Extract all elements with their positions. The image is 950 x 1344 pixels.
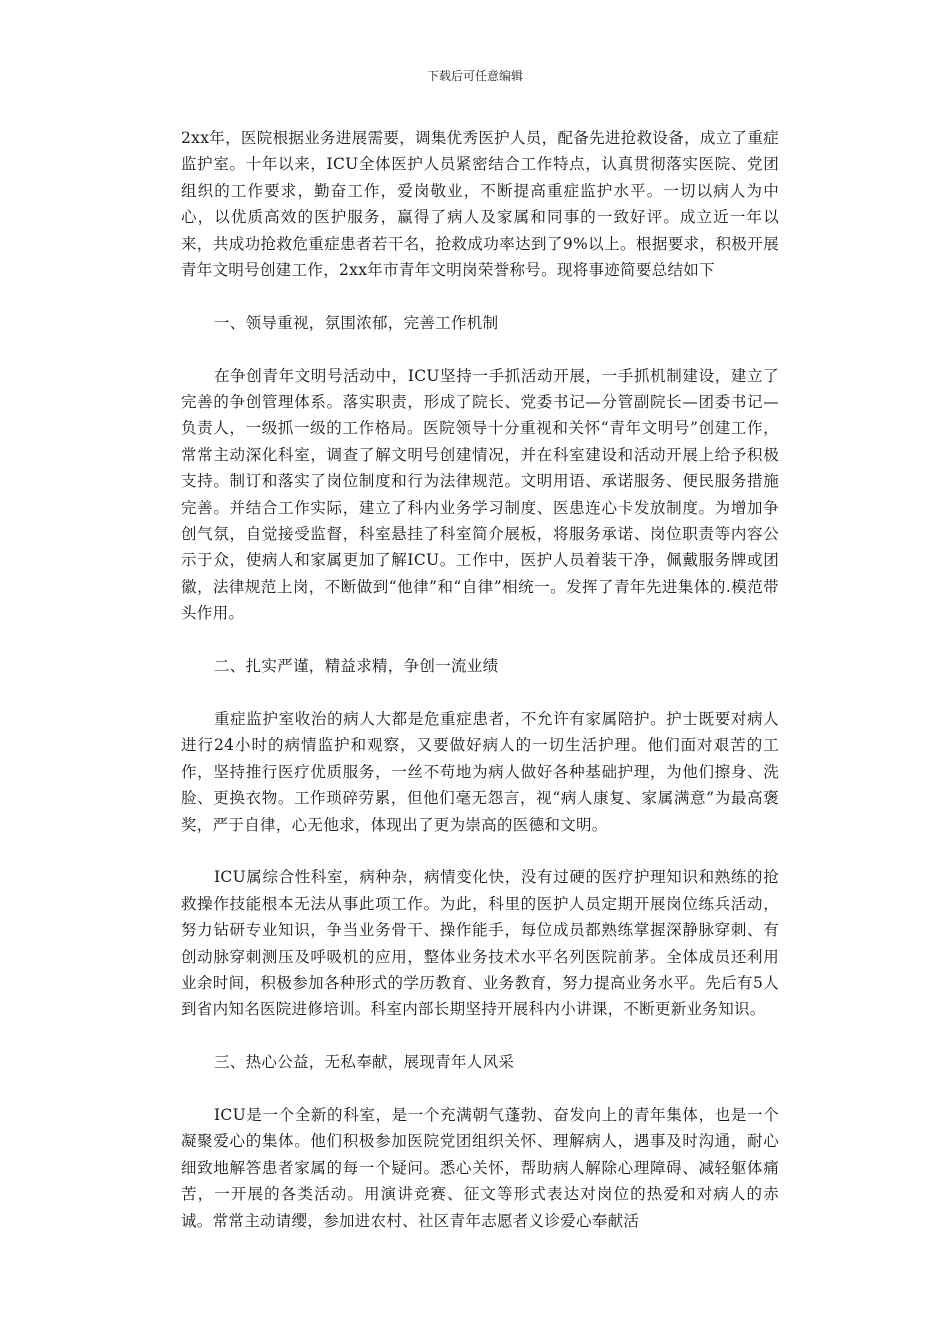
- paragraph-spacer: [181, 1023, 779, 1049]
- paragraph-spacer: [181, 283, 779, 309]
- section-2-paragraph-1: 重症监护室收治的病人大都是危重症患者，不允许有家属陪护。护士既要对病人进行24小时的病情监护和观察，又要做好病人的一切生活护理。他们面对艰苦的工作，坚持推行医疗优质服务，一丝不苟地为病人做好各种基础护理，为他们擦身、洗脸、更换衣物。工作琐碎劳累，但他们毫无怨言，视“病人康复、家属满意”为最高褒奖，严于自律，心无他求，体现出了更为崇高的医德和文明。: [181, 709, 779, 834]
- paragraph-spacer: [181, 627, 779, 653]
- section-2-heading: 二、扎实严谨，精益求精，争创一流业绩: [214, 657, 499, 676]
- paragraph-spacer: [181, 1076, 779, 1102]
- section-3-heading: 三、热心公益，无私奉献，展现青年人风采: [214, 1053, 515, 1072]
- section-2-paragraph-2: ICU属综合性科室，病种杂，病情变化快，没有过硬的医疗护理知识和熟练的抢救操作技能根本无法从事此项工作。为此，科里的医护人员定期开展岗位练兵活动，努力钻研专业知识，争当业务骨干、操作能手，每位成员都熟练掌握深静脉穿刺、有创动脉穿刺测压及呼吸机的应用，整体业务技术水平名列医院前茅。全体成员还利用业余时间，积极参加各种形式的学历教育、业务教育，努力提高业务水平。先后有5人到省内知名医院进修培训。科室内部长期坚持开展科内小讲课，不断更新业务知识。: [181, 868, 779, 1019]
- section-3-paragraph-1: ICU是一个全新的科室，是一个充满朝气蓬勃、奋发向上的青年集体，也是一个凝聚爱心的集体。他们积极参加医院党团组织关怀、理解病人，遇事及时沟通，耐心细致地解答患者家属的每一个疑问。悉心关怀，帮助病人解除心理障碍、减轻躯体痛苦，一开展的各类活动。用演讲竞赛、征文等形式表达对岗位的热爱和对病人的赤诚。常常主动请缨，参加进农村、社区青年志愿者义诊爱心奉献活: [181, 1105, 779, 1230]
- section-1-paragraph-1: 在争创青年文明号活动中，ICU坚持一手抓活动开展，一手抓机制建设，建立了完善的争创管理体系。落实职责，形成了院长、党委书记—分管副院长—团委书记—负责人，一级抓一级的工作格局。医院领导十分重视和关怀“青年文明号”创建工作，常常主动深化科室，调查了解文明号创建情况，并在科室建设和活动开展上给予积极支持。制订和落实了岗位制度和行为法律规范。文明用语、承诺服务、便民服务措施完善。并结合工作实际，建立了科内业务学习制度、医患连心卡发放制度。为增加争创气氛，自觉接受监督，科室悬挂了科室简介展板，将服务承诺、岗位职责等内容公示于众，使病人和家属更加了解ICU。工作中，医护人员着装干净，佩戴服务牌或团徽，法律规范上岗，不断做到“他律”和“自律”相统一。发挥了青年先进集体的.模范带头作用。: [181, 366, 779, 623]
- section-1-heading: 一、领导重视，氛围浓郁，完善工作机制: [214, 313, 499, 332]
- paragraph-spacer: [181, 679, 779, 705]
- intro-paragraph: 2xx年，医院根据业务进展需要，调集优秀医护人员，配备先进抢救设备，成立了重症监护室。十年以来，ICU全体医护人员紧密结合工作特点，认真贯彻落实医院、党团组织的工作要求，勤奋工作，爱岗敬业，不断提高重症监护水平。一切以病人为中心，以优质高效的医护服务，赢得了病人及家属和同事的一致好评。成立近一年以来，共成功抢救危重症患者若干名，抢救成功率达到了9%以上。根据要求，积极开展青年文明号创建工作，2xx年市青年文明岗荣誉称号。现将事迹简要总结如下: [181, 129, 779, 280]
- page-header-note: 下载后可任意编辑: [426, 69, 523, 83]
- paragraph-spacer: [181, 336, 779, 362]
- paragraph-spacer: [181, 838, 779, 864]
- document-body: [181, 125, 779, 1234]
